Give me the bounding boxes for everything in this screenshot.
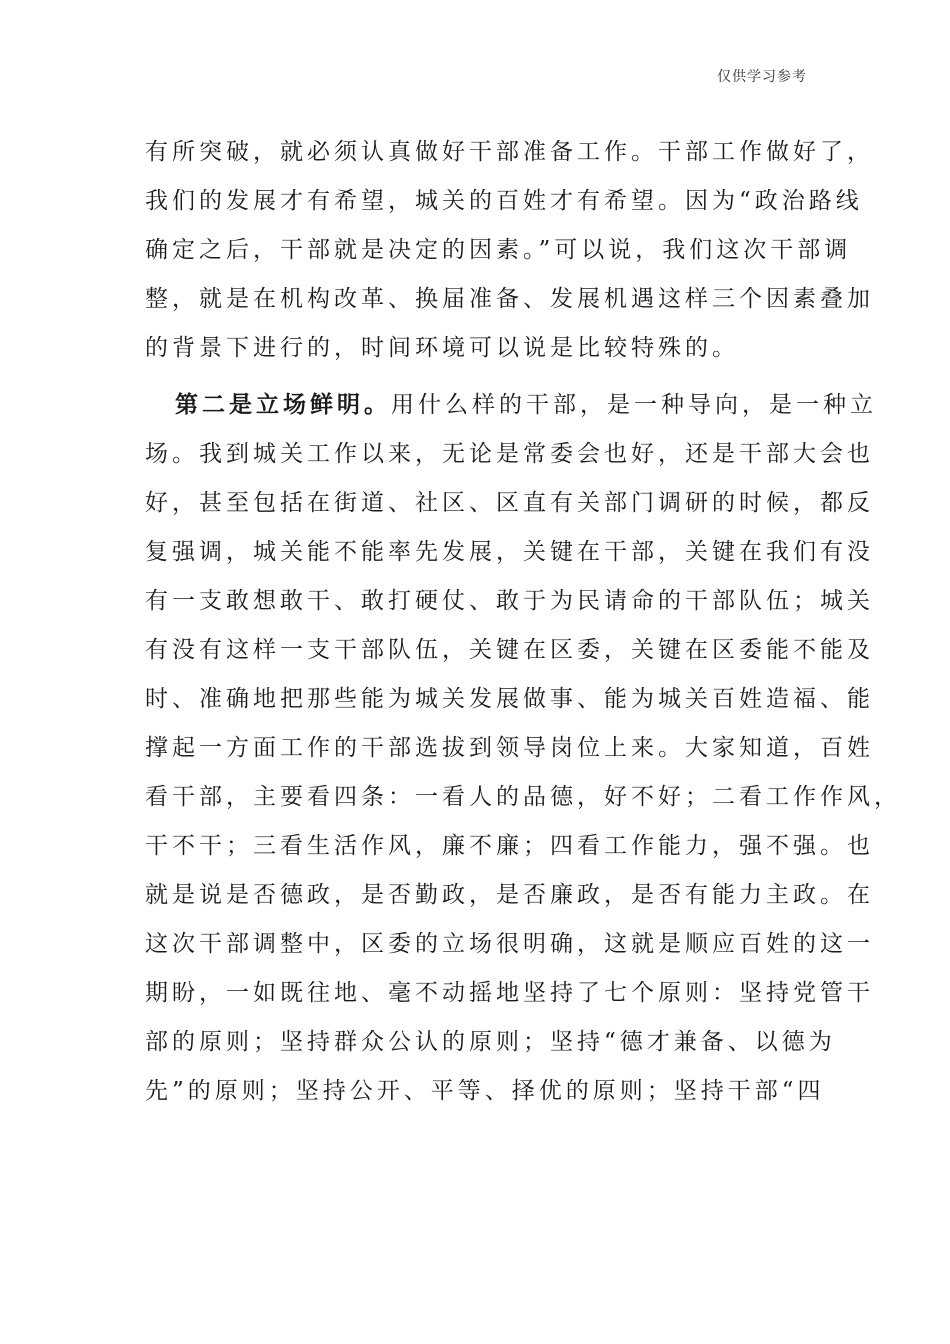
text-line: 就是说是否德政，是否勤政，是否廉政，是否有能力主政。在 bbox=[145, 882, 874, 908]
text-line: 的背景下进行的，时间环境可以说是比较特殊的。 bbox=[145, 335, 739, 361]
text-line: 干不干；三看生活作风，廉不廉；四看工作能力，强不强。也 bbox=[145, 833, 874, 859]
text-line-rest: 用什么样的干部，是一种导向，是一种立 bbox=[391, 392, 877, 418]
text-line: 有一支敢想敢干、敢打硬仗、敢于为民请命的干部队伍；城关 bbox=[145, 588, 874, 614]
paragraph-1 bbox=[145, 128, 874, 373]
paragraph-2 bbox=[145, 381, 901, 1116]
text-line: 看干部，主要看四条：一看人的品德，好不好；二看工作作风， bbox=[145, 784, 901, 810]
text-line: 有所突破，就必须认真做好干部准备工作。干部工作做好了， bbox=[145, 139, 874, 165]
text-line: 先”的原则；坚持公开、平等、择优的原则；坚持干部“四 bbox=[145, 1078, 825, 1104]
paragraph-lead: 第二是立场鲜明。 bbox=[175, 392, 391, 418]
text-line: 有没有这样一支干部队伍，关键在区委，关键在区委能不能及 bbox=[145, 637, 874, 663]
header-note: 仅供学习参考 bbox=[717, 69, 807, 85]
text-line: 撑起一方面工作的干部选拔到领导岗位上来。大家知道，百姓 bbox=[145, 735, 874, 761]
document-body bbox=[145, 128, 901, 1116]
text-line: 复强调，城关能不能率先发展，关键在干部，关键在我们有没 bbox=[145, 539, 874, 565]
text-line: 我们的发展才有希望，城关的百姓才有希望。因为“政治路线 bbox=[145, 188, 863, 214]
text-line: 整，就是在机构改革、换届准备、发展机遇这样三个因素叠加 bbox=[145, 286, 874, 312]
text-line: 部的原则；坚持群众公认的原则；坚持“德才兼备、以德为 bbox=[145, 1029, 836, 1055]
text-line: 确定之后，干部就是决定的因素。”可以说，我们这次干部调 bbox=[145, 237, 852, 263]
paragraph-spacer bbox=[145, 373, 825, 381]
text-line: 这次干部调整中，区委的立场很明确，这就是顺应百姓的这一 bbox=[145, 931, 874, 957]
text-line: 场。我到城关工作以来，无论是常委会也好，还是干部大会也 bbox=[145, 441, 874, 467]
text-line: 时、准确地把那些能为城关发展做事、能为城关百姓造福、能 bbox=[145, 686, 874, 712]
text-line: 期盼，一如既往地、毫不动摇地坚持了七个原则：坚持党管干 bbox=[145, 980, 874, 1006]
text-line-first bbox=[145, 381, 877, 430]
text-line: 好，甚至包括在街道、社区、区直有关部门调研的时候，都反 bbox=[145, 490, 874, 516]
